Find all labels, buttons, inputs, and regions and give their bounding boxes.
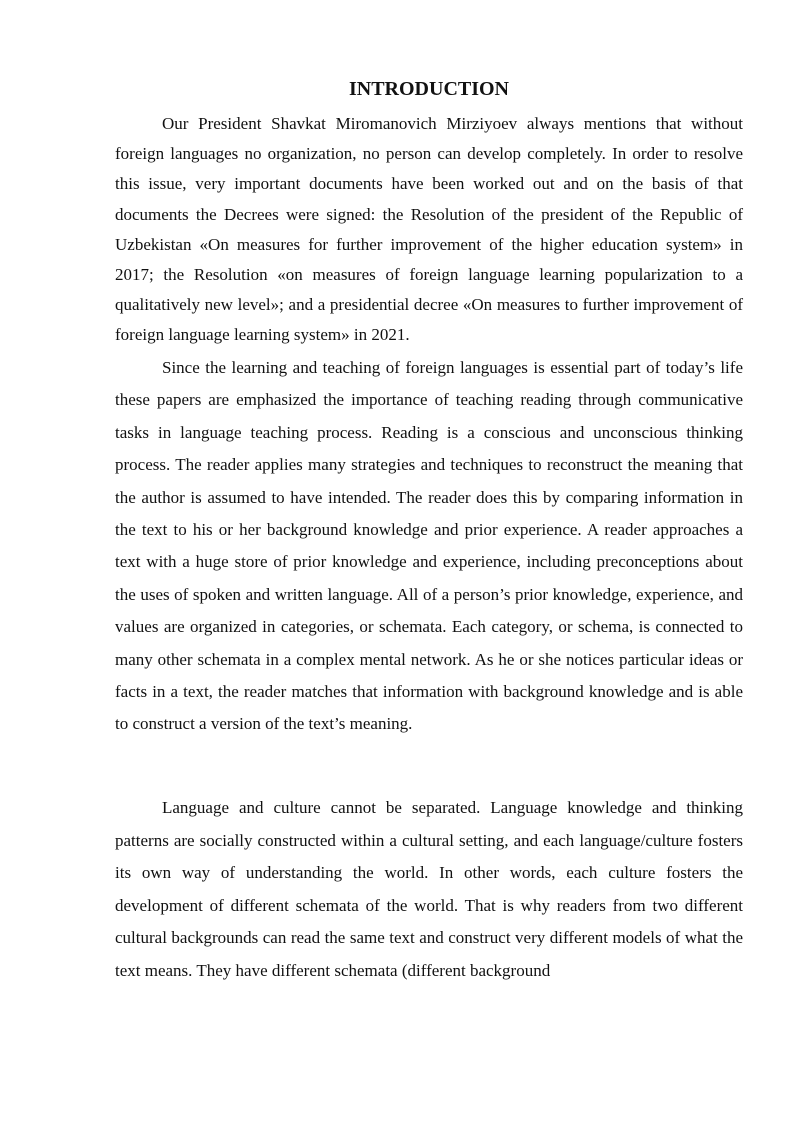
page-title: INTRODUCTION [348, 78, 510, 100]
paragraph-1: Our President Shavkat Miromanovich Mirziyoev always mentions that without foreign languages no organization, no person can develop completely. In order to resolve this issue, very important documents have been worked out and on the basis of that documents the Decrees were signed: the Resolution of the president of the Republic of Uzbekistan «On measures for further improvement of the higher education system» in 2017; the Resolution «on measures of foreign language learning popularization to a qualitatively new level»; and a presidential decree «On measures to further improvement of foreign language learning system» in 2021. [115, 114, 743, 345]
paragraph-3: Language and culture cannot be separated. Language knowledge and thinking patterns are socially constructed within a cultural setting, and each language/culture fosters its own way of understanding the world. In other words, each culture fosters the development of different schemata of the world. That is why readers from two different cultural backgrounds can read the same text and construct very different models of what the text means. They have different schemata (different background [115, 798, 743, 980]
paragraph-2: Since the learning and teaching of foreign languages is essential part of today’s life these papers are emphasized the importance of teaching reading through communicative tasks in language teaching process. Reading is a conscious and unconscious thinking process. The reader applies many strategies and techniques to reconstruct the meaning that the author is assumed to have intended. The reader does this by comparing information in the text to his or her background knowledge and prior experience. A reader approaches a text with a huge store of prior knowledge and experience, including preconceptions about the uses of spoken and written language. All of a person’s prior knowledge, experience, and values are organized in categories, or schemata. Each category, or schema, is connected to many other schemata in a complex mental network. As he or she notices particular ideas or facts in a text, the reader matches that information with background knowledge and is able to construct a version of the text’s meaning. [115, 358, 743, 734]
